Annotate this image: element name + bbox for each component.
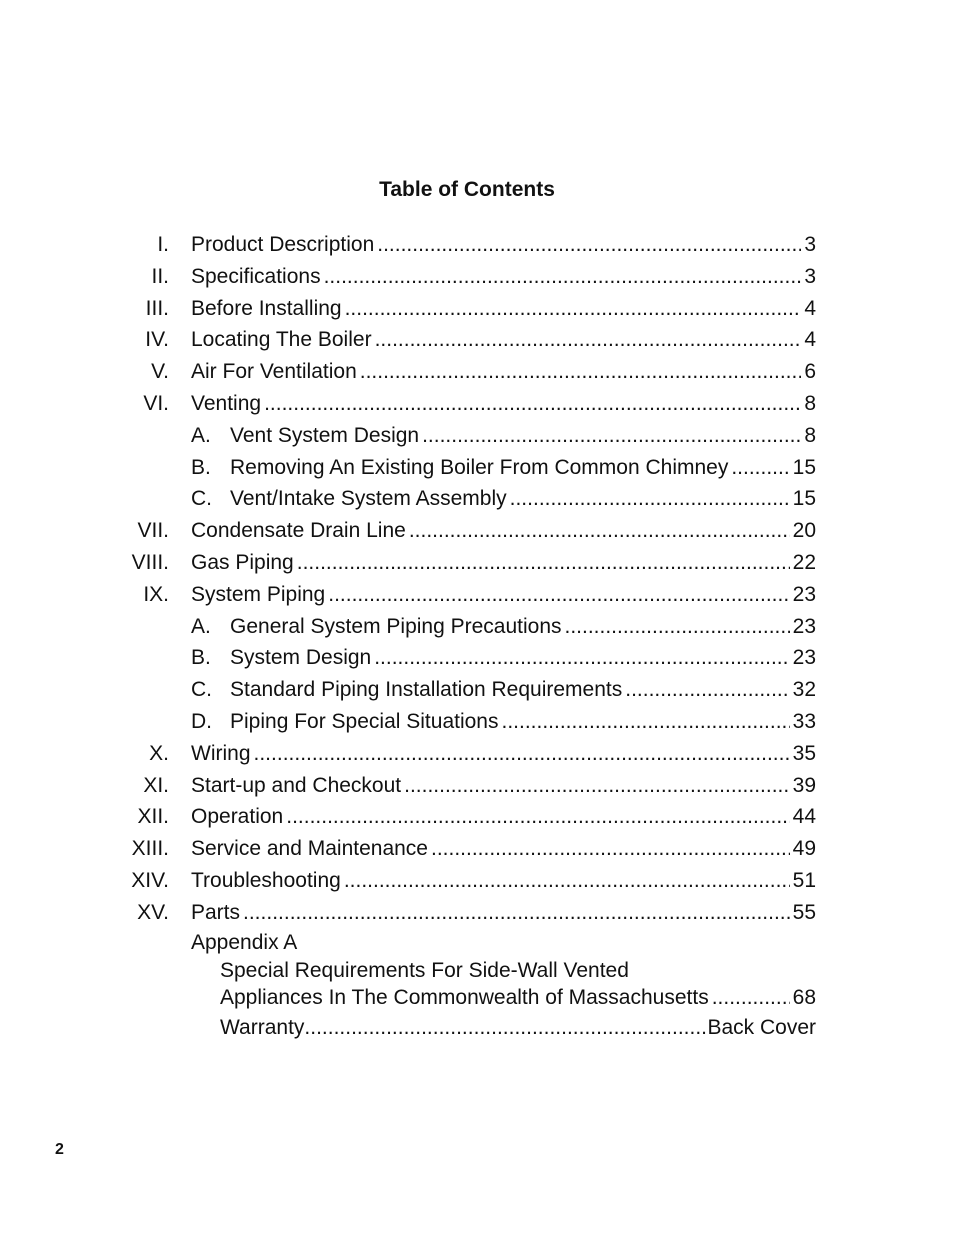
toc-subentry xyxy=(0,483,954,515)
dot-leader xyxy=(297,547,790,579)
dot-leader xyxy=(286,801,789,833)
toc-subentry xyxy=(0,642,954,674)
section-number: IV. xyxy=(145,328,169,352)
dot-leader xyxy=(712,984,790,1011)
section-number: VIII. xyxy=(131,550,169,574)
warranty-label: Warranty xyxy=(220,1016,305,1039)
dot-leader xyxy=(501,706,789,738)
dot-leader xyxy=(328,579,789,611)
dot-leader xyxy=(264,388,801,420)
toc-subentry xyxy=(0,674,954,706)
toc-subentry xyxy=(0,706,954,738)
appendix-title: Appendix A xyxy=(191,931,298,954)
subsection-letter: A. xyxy=(191,423,211,447)
subsection-letter: B. xyxy=(191,455,211,479)
dot-leader xyxy=(431,833,790,865)
section-label: Operation xyxy=(191,805,284,829)
dot-leader xyxy=(422,420,801,452)
toc-list xyxy=(0,229,954,929)
section-number: XI. xyxy=(143,773,169,797)
section-label: Service and Maintenance xyxy=(191,837,428,861)
section-number: X. xyxy=(149,741,169,765)
appendix-description-line-2: Appliances In The Commonwealth of Massachusetts xyxy=(220,986,709,1009)
section-number: II. xyxy=(151,264,169,288)
page-ref: 55 xyxy=(792,900,816,924)
section-label: Locating The Boiler xyxy=(191,328,372,352)
dot-leader xyxy=(510,483,790,515)
dot-leader xyxy=(324,261,802,293)
page-ref: 8 xyxy=(804,391,816,415)
section-number: XIII. xyxy=(131,837,169,861)
section-label: Specifications xyxy=(191,264,321,288)
toc-entry xyxy=(0,515,954,547)
toc-entry xyxy=(0,897,954,929)
toc-title: Table of Contents xyxy=(379,178,555,201)
page-ref: 23 xyxy=(792,582,816,606)
toc-entry xyxy=(0,547,954,579)
section-number: XII. xyxy=(137,805,169,829)
page-ref: 39 xyxy=(792,773,816,797)
dot-leader xyxy=(409,515,790,547)
section-label: Condensate Drain Line xyxy=(191,519,406,543)
subsection-letter: A. xyxy=(191,614,211,638)
dot-leader xyxy=(625,674,789,706)
appendix-entry xyxy=(191,928,821,1011)
page-ref: 49 xyxy=(792,837,816,861)
page-ref: 4 xyxy=(804,328,816,352)
toc-entry xyxy=(0,261,954,293)
dot-leader xyxy=(344,865,790,897)
dot-leader xyxy=(345,293,802,325)
toc-entry xyxy=(0,324,954,356)
section-label: Wiring xyxy=(191,741,251,765)
dot-leader xyxy=(404,770,790,802)
page-ref: 68 xyxy=(792,986,816,1009)
subsection-label: Standard Piping Installation Requirements xyxy=(230,678,623,702)
page-ref: 4 xyxy=(804,296,816,320)
subsection-letter: C. xyxy=(191,678,212,702)
dot-leader xyxy=(375,324,802,356)
section-number: XV. xyxy=(137,900,169,924)
section-number: VII. xyxy=(137,519,169,543)
subsection-label: General System Piping Precautions xyxy=(230,614,562,638)
page-ref: 32 xyxy=(792,678,816,702)
toc-entry xyxy=(0,738,954,770)
subsection-label: Removing An Existing Boiler From Common Chimney xyxy=(230,455,729,479)
section-number: IX. xyxy=(143,582,169,606)
page-ref: 8 xyxy=(804,423,816,447)
dot-leader xyxy=(374,642,789,674)
dot-leader xyxy=(360,356,802,388)
section-number: V. xyxy=(151,360,169,384)
page-ref: 20 xyxy=(792,519,816,543)
toc-entry xyxy=(0,833,954,865)
dot-leader xyxy=(254,738,790,770)
subsection-label: Vent System Design xyxy=(230,423,420,447)
dot-leader xyxy=(565,611,790,643)
section-number: I. xyxy=(157,233,169,256)
dot-leader xyxy=(304,1013,707,1043)
page-ref: 51 xyxy=(792,868,816,892)
section-label: Gas Piping xyxy=(191,550,294,574)
toc-entry xyxy=(0,770,954,802)
dot-leader xyxy=(377,229,801,261)
toc-entry xyxy=(0,801,954,833)
toc-entry xyxy=(0,579,954,611)
dot-leader xyxy=(731,452,789,484)
section-label: Venting xyxy=(191,391,262,415)
page-ref: 15 xyxy=(792,487,816,511)
section-label: Air For Ventilation xyxy=(191,360,357,384)
toc-subentry xyxy=(0,611,954,643)
section-label: Troubleshooting xyxy=(191,868,341,892)
toc-subentry xyxy=(0,452,954,484)
page-ref: 15 xyxy=(792,455,816,479)
dot-leader xyxy=(243,897,790,929)
toc-subentry xyxy=(0,420,954,452)
toc-entry xyxy=(0,865,954,897)
toc-entry xyxy=(0,388,954,420)
page-ref: 23 xyxy=(792,614,816,638)
subsection-label: Piping For Special Situations xyxy=(230,709,499,733)
page-ref: Back Cover xyxy=(707,1016,816,1039)
section-label: System Piping xyxy=(191,582,326,606)
section-number: III. xyxy=(145,296,169,320)
subsection-letter: D. xyxy=(191,709,212,733)
toc-entry xyxy=(0,356,954,388)
section-label: Product Description xyxy=(191,233,375,256)
page-ref: 22 xyxy=(792,550,816,574)
page-ref: 35 xyxy=(792,741,816,765)
section-number: VI. xyxy=(143,391,169,415)
appendix-description-line-1: Special Requirements For Side-Wall Vented xyxy=(220,959,629,982)
page-ref: 44 xyxy=(792,805,816,829)
page-ref: 6 xyxy=(804,360,816,384)
page-ref: 3 xyxy=(804,264,816,288)
toc-entry xyxy=(0,293,954,325)
page-number: 2 xyxy=(55,1141,64,1158)
warranty-entry xyxy=(220,1013,816,1043)
section-label: Parts xyxy=(191,900,241,924)
subsection-letter: C. xyxy=(191,487,212,511)
subsection-letter: B. xyxy=(191,646,211,670)
page-ref: 33 xyxy=(792,709,816,733)
subsection-label: Vent/Intake System Assembly xyxy=(230,487,507,511)
section-label: Before Installing xyxy=(191,296,342,320)
section-number: XIV. xyxy=(131,868,169,892)
page-ref: 3 xyxy=(804,233,816,256)
toc-entry xyxy=(0,229,954,261)
section-label: Start-up and Checkout xyxy=(191,773,402,797)
page-ref: 23 xyxy=(792,646,816,670)
subsection-label: System Design xyxy=(230,646,372,670)
